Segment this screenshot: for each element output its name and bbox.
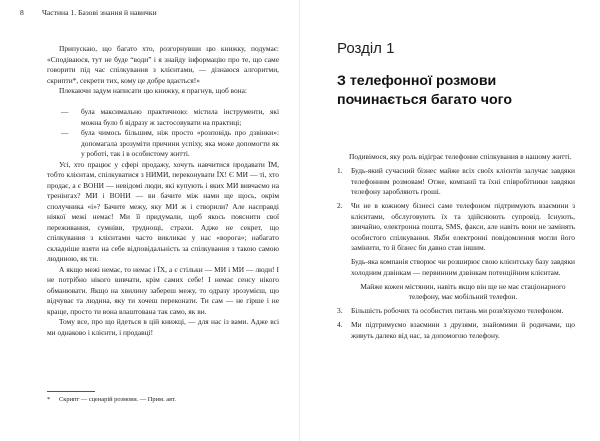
paragraph: Усі, хто працює у сфері продажу, хочуть навчитися продавати ЇМ, тобто клієнтам, спілкуватися з НИМИ, переконувати ЇХ! Є МИ — ті, хто продає, а є ВОНИ — невідомі люди, які купують і яких МИ вивчаємо на тренінгах? МИ і ВОНИ — ви бачите між нами ще щось, окрім сполучника «і»? Бачите межу, яку МИ ж і створили? Але насправді ніякої межі немає! Ми її придумали, щоб якось пояснити свої переживання, сумніви, труднощі, страхи. Адже не секрет, що спілкування з клієнтами часто викликає у нас «ворога»; набагато складніше взяти на себе відповідальність за спілкування з такою самою людиною, як ти.	[47, 159, 279, 263]
item-number: 4.	[337, 320, 343, 329]
numbered-list-item	[337, 306, 575, 317]
blank-line	[47, 97, 279, 108]
item-number: 2.	[337, 201, 343, 210]
right-page	[300, 0, 600, 441]
item-number: 3.	[337, 306, 343, 315]
footnote-text: Скрипт — сценарій розмови. — Прим. авт.	[59, 396, 176, 403]
chapter-label: Розділ 1	[337, 40, 395, 57]
item-text: Чи не в кожному бізнесі саме телефоном підтримують взаємини з клієнтами, обслуговують їх та здійснюють супровід. Існують, звичайно, електронна пошта, SMS, факси, але навіть вони не замінять особистого спілкування. Якби електронні повідомлення могли його замінити, то й бізнес би давно став іншим.	[351, 201, 575, 252]
running-head-title: Частина 1. Базові знання й навички	[42, 8, 157, 17]
item-text: Ми підтримуємо взаємини з друзями, знайомими й родичами, що живуть далеко від нас, за допомогою телефону.	[351, 320, 575, 340]
dash-list-item	[47, 128, 279, 160]
footnote-mark: *	[47, 396, 51, 403]
dash-item-text: була чимось більшим, ніж просто «розповідь про дзвінки»: допомагала зрозуміти причини успіху, яка може допомогти як у роботі, так і в особистому житті.	[81, 128, 279, 158]
item-subparagraph: Будь-яка компанія створює чи розширює свою клієнтську базу завдяки холодним дзвінкам — первинним дзвінкам потенційним клієнтам.	[351, 257, 575, 277]
intro-paragraph: Подивімося, яку роль відіграє телефонне спілкування в нашому житті.	[349, 152, 572, 161]
page-number: 8	[20, 8, 24, 17]
right-body-text	[337, 152, 575, 341]
numbered-list-item	[337, 201, 575, 303]
dash-item-text: була максимально практичною: містила інструменти, які можна було б відразу ж застосовувати на практиці;	[81, 107, 279, 127]
paragraph: Припускаю, що багато хто, розгорнувши цю книжку, подумає: «Сподіваюся, тут не буде “води” і я знайду інформацію про те, що саме говорити під час спілкування з клієнтами, — дізнаюся алгоритми, скрипти*, секрети тих, кому це добре вдається!»	[47, 44, 279, 85]
chapter-title: З телефонної розмови починається багато чого	[337, 73, 513, 108]
numbered-list-item	[337, 320, 575, 341]
numbered-list-item	[337, 166, 575, 198]
left-body-text	[47, 44, 279, 338]
running-head	[20, 8, 157, 17]
footnote-rule	[47, 391, 95, 392]
item-number: 1.	[337, 166, 343, 175]
paragraph: Тому все, про що йдеться в цій книжці, — для нас із вами. Адже всі ми однаково і клієнти, і продавці!	[47, 317, 279, 337]
paragraph: Плекаючи задум написати цю книжку, я прагнув, щоб вона:	[59, 86, 247, 95]
dash-list-item	[47, 107, 279, 128]
footnote	[47, 396, 279, 404]
dash-bullet: —	[61, 107, 69, 116]
item-subparagraph: Майже кожен містянин, навіть якщо він ще не має стаціонарного телефону, має мобільний телефон.	[360, 281, 566, 301]
item-text: Будь-який сучасний бізнес майже всіх своїх клієнтів залучає завдяки телефонним розмовам! Отже, компанії та їхні співробітники завдяки телефону заробляють гроші.	[351, 166, 575, 196]
paragraph: А якщо межі немає, то немає і ЇХ, а є стільки — МИ і МИ — люди! І не потрібно нікого вивчати, крім самих себе! І немає сенсу нікого обманювати. Якщо на хвилину забереш межу, то одразу зрозумієш, що відчуває та людина, яку ти хочеш переконати. Ти сам — не гірше і не краще, просто ти вона влаштована так само, як ви.	[47, 264, 279, 316]
item-text: Більшість робочих та особистих питань ми розв'язуємо телефоном.	[351, 306, 564, 315]
dash-bullet: —	[61, 128, 69, 137]
numbered-list	[337, 166, 575, 341]
